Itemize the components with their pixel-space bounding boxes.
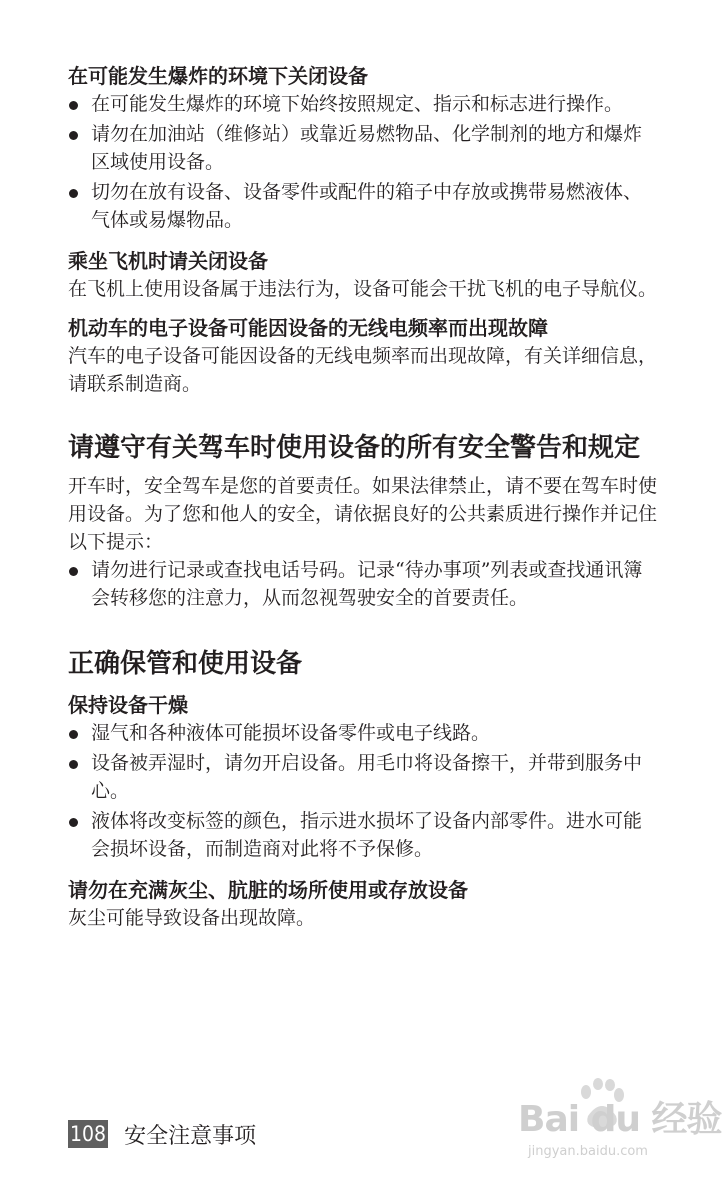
bullet-list-explosion bbox=[68, 90, 658, 234]
chapter-title: 安全注意事项 bbox=[124, 1123, 257, 1149]
bullet-text: 设备被弄湿时，请勿开启设备。用毛巾将设备擦干，并带到服务中心。 bbox=[91, 752, 643, 802]
section-title-driving: 请遵守有关驾车时使用设备的所有安全警告和规定 bbox=[68, 433, 641, 463]
subheading-airplane: 乘坐飞机时请关闭设备 bbox=[68, 249, 268, 273]
bullet-icon bbox=[69, 760, 78, 769]
watermark-url: jingyan.baidu.com bbox=[528, 1144, 648, 1159]
paragraph-dust: 灰尘可能导致设备出现故障。 bbox=[68, 907, 316, 929]
bullet-list-driving bbox=[68, 556, 658, 612]
page-content bbox=[68, 62, 658, 932]
subheading-vehicle: 机动车的电子设备可能因设备的无线电频率而出现故障 bbox=[68, 316, 548, 340]
bullet-text: 在可能发生爆炸的环境下始终按照规定、指示和标志进行操作。 bbox=[91, 93, 624, 115]
bullet-list-dry bbox=[68, 719, 658, 863]
bullet-icon bbox=[69, 818, 78, 827]
bullet-text: 请勿进行记录或查找电话号码。记录“待办事项”列表或查找通讯簿会转移您的注意力，从而忽视驾驶安全的首要责任。 bbox=[91, 559, 643, 609]
bullet-text: 请勿在加油站（维修站）或靠近易燃物品、化学制剂的地方和爆炸区域使用设备。 bbox=[91, 123, 643, 173]
bullet-icon bbox=[69, 567, 78, 576]
bullet-icon bbox=[69, 189, 78, 198]
page-number: 108 bbox=[70, 1122, 107, 1146]
paragraph-driving: 开车时，安全驾车是您的首要责任。如果法律禁止，请不要在驾车时使用设备。为了您和他人的安全，请依据良好的公共素质进行操作并记住以下提示： bbox=[68, 475, 658, 553]
bullet-text: 切勿在放有设备、设备零件或配件的箱子中存放或携带易燃液体、气体或易爆物品。 bbox=[91, 181, 643, 231]
section-title-care: 正确保管和使用设备 bbox=[68, 649, 303, 679]
list-item bbox=[68, 556, 658, 612]
bullet-text: 液体将改变标签的颜色，指示进水损坏了设备内部零件。进水可能会损坏设备，而制造商对此将不予保修。 bbox=[91, 810, 643, 860]
watermark-brand: Bai du 经验 bbox=[518, 1099, 722, 1140]
list-item bbox=[68, 178, 658, 234]
subheading-dry: 保持设备干燥 bbox=[68, 693, 188, 717]
subheading-dust: 请勿在充满灰尘、肮脏的场所使用或存放设备 bbox=[68, 878, 468, 902]
bullet-text: 湿气和各种液体可能损坏设备零件或电子线路。 bbox=[91, 722, 491, 744]
list-item bbox=[68, 120, 658, 176]
list-item bbox=[68, 807, 658, 863]
paragraph-vehicle: 汽车的电子设备可能因设备的无线电频率而出现故障，有关详细信息，请联系制造商。 bbox=[68, 345, 658, 395]
bullet-icon bbox=[69, 101, 78, 110]
list-item bbox=[68, 749, 658, 805]
paragraph-airplane: 在飞机上使用设备属于违法行为，设备可能会干扰飞机的电子导航仪。 bbox=[68, 278, 658, 300]
bullet-icon bbox=[69, 131, 78, 140]
subheading-explosion: 在可能发生爆炸的环境下关闭设备 bbox=[68, 64, 368, 88]
baidu-watermark bbox=[514, 1078, 722, 1168]
list-item bbox=[68, 719, 658, 747]
list-item bbox=[68, 90, 658, 118]
bullet-icon bbox=[69, 730, 78, 739]
page-footer bbox=[68, 1119, 256, 1149]
